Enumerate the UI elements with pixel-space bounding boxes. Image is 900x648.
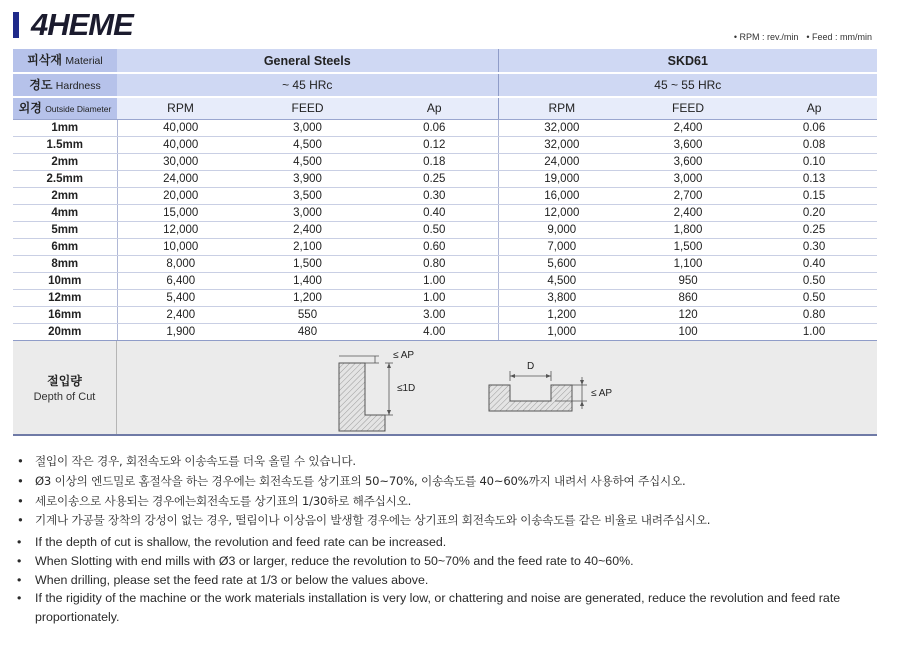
value-cell: 0.08 (751, 136, 877, 153)
value-cell: 1.00 (371, 272, 498, 289)
notes-korean (17, 452, 710, 531)
column-header-row (13, 97, 877, 119)
value-cell: 4,500 (244, 153, 371, 170)
value-cell: 3,500 (244, 187, 371, 204)
fig2-d-label: D (527, 361, 535, 372)
value-cell: 1,100 (625, 255, 751, 272)
value-cell: 1,200 (244, 289, 371, 306)
column-header: Ap (751, 97, 877, 119)
value-cell: 0.40 (371, 204, 498, 221)
value-cell: 2,400 (625, 204, 751, 221)
value-cell: 0.50 (751, 272, 877, 289)
depth-of-cut-diagram (117, 341, 877, 436)
page-header (13, 9, 133, 41)
depth-of-cut-label-en: Depth of Cut (33, 391, 96, 403)
side-milling-figure (339, 350, 415, 431)
table-row (13, 289, 877, 306)
value-cell: 3,000 (244, 204, 371, 221)
value-cell: 0.30 (371, 187, 498, 204)
fig1-d-label: ≤1D (397, 383, 416, 394)
value-cell: 15,000 (117, 204, 244, 221)
column-header: RPM (498, 97, 625, 119)
table-row (13, 153, 877, 170)
value-cell: 16,000 (498, 187, 625, 204)
diameter-cell: 16mm (13, 306, 117, 323)
value-cell: 480 (244, 323, 371, 340)
note-en: • If the rigidity of the machine or the work materials installation is very low, or chattering and noise are generated, reduce the revolution and feed rate proportionately. (17, 589, 867, 627)
value-cell: 12,000 (498, 204, 625, 221)
diameter-cell: 2mm (13, 187, 117, 204)
note-kr: • Ø3 이상의 엔드밀로 홈절삭을 하는 경우에는 회전속도를 상기표의 50~70%, 이송속도를 40~60%까지 내려서 사용하여 주십시오. (17, 472, 710, 492)
value-cell: 550 (244, 306, 371, 323)
page-title: 4HEME (31, 7, 133, 42)
diameter-cell: 20mm (13, 323, 117, 340)
value-cell: 0.06 (751, 119, 877, 136)
value-cell: 30,000 (117, 153, 244, 170)
value-cell: 0.20 (751, 204, 877, 221)
value-cell: 4,500 (498, 272, 625, 289)
material-label: 피삭재 Material (13, 49, 117, 73)
value-cell: 32,000 (498, 119, 625, 136)
value-cell: 1,900 (117, 323, 244, 340)
value-cell: 0.13 (751, 170, 877, 187)
diameter-cell: 4mm (13, 204, 117, 221)
value-cell: 0.06 (371, 119, 498, 136)
diameter-cell: 2.5mm (13, 170, 117, 187)
value-cell: 0.40 (751, 255, 877, 272)
diameter-cell: 6mm (13, 238, 117, 255)
note-kr: • 기계나 가공물 장착의 강성이 없는 경우, 떨림이나 이상음이 발생할 경우에는 상기표의 회전속도와 이송속도를 같은 비율로 내려주십시오. (17, 511, 710, 531)
slotting-figure (489, 361, 612, 411)
value-cell: 3.00 (371, 306, 498, 323)
value-cell: 1,800 (625, 221, 751, 238)
value-cell: 3,600 (625, 153, 751, 170)
depth-of-cut-panel (13, 340, 877, 436)
diameter-label: 외경 Outside Diameter (13, 97, 117, 119)
units-legend (734, 32, 872, 42)
value-cell: 860 (625, 289, 751, 306)
table-row (13, 323, 877, 340)
value-cell: 3,000 (625, 170, 751, 187)
unit-rpm: • RPM : rev./min (734, 32, 799, 42)
cutting-conditions-table (13, 49, 877, 341)
value-cell: 100 (625, 323, 751, 340)
diameter-cell: 2mm (13, 153, 117, 170)
column-header: FEED (244, 97, 371, 119)
value-cell: 4,500 (244, 136, 371, 153)
value-cell: 6,400 (117, 272, 244, 289)
value-cell: 2,400 (117, 306, 244, 323)
table-row (13, 306, 877, 323)
value-cell: 24,000 (498, 153, 625, 170)
workpiece-side (339, 363, 385, 431)
value-cell: 0.30 (751, 238, 877, 255)
table-row (13, 221, 877, 238)
diameter-cell: 5mm (13, 221, 117, 238)
diameter-cell: 12mm (13, 289, 117, 306)
value-cell: 9,000 (498, 221, 625, 238)
depth-of-cut-label (13, 341, 117, 434)
diameter-cell: 1.5mm (13, 136, 117, 153)
diameter-cell: 1mm (13, 119, 117, 136)
note-en: • When drilling, please set the feed rate at 1/3 or below the values above. (17, 571, 867, 590)
value-cell: 12,000 (117, 221, 244, 238)
value-cell: 1,500 (625, 238, 751, 255)
value-cell: 4.00 (371, 323, 498, 340)
value-cell: 32,000 (498, 136, 625, 153)
group-name: General Steels (117, 49, 498, 73)
value-cell: 1,500 (244, 255, 371, 272)
workpiece-slot (489, 385, 572, 411)
value-cell: 3,600 (625, 136, 751, 153)
diameter-cell: 8mm (13, 255, 117, 272)
value-cell: 2,400 (244, 221, 371, 238)
fig2-ap-label: ≤ AP (591, 388, 613, 399)
diameter-cell: 10mm (13, 272, 117, 289)
value-cell: 0.18 (371, 153, 498, 170)
value-cell: 0.25 (371, 170, 498, 187)
value-cell: 0.80 (751, 306, 877, 323)
value-cell: 3,900 (244, 170, 371, 187)
material-row (13, 49, 877, 73)
value-cell: 0.60 (371, 238, 498, 255)
notes-english (17, 533, 867, 627)
value-cell: 8,000 (117, 255, 244, 272)
value-cell: 0.10 (751, 153, 877, 170)
table-row (13, 238, 877, 255)
table-row (13, 187, 877, 204)
column-header: Ap (371, 97, 498, 119)
table-row (13, 136, 877, 153)
value-cell: 3,800 (498, 289, 625, 306)
hardness-row (13, 73, 877, 97)
unit-feed: • Feed : mm/min (806, 32, 872, 42)
value-cell: 1,200 (498, 306, 625, 323)
column-header: RPM (117, 97, 244, 119)
fig1-ap-label: ≤ AP (393, 350, 415, 361)
value-cell: 7,000 (498, 238, 625, 255)
value-cell: 40,000 (117, 136, 244, 153)
table-row (13, 272, 877, 289)
value-cell: 20,000 (117, 187, 244, 204)
value-cell: 1.00 (371, 289, 498, 306)
table-row (13, 204, 877, 221)
group-hardness: ~ 45 HRc (117, 73, 498, 97)
value-cell: 2,400 (625, 119, 751, 136)
value-cell: 1,000 (498, 323, 625, 340)
group-hardness: 45 ~ 55 HRc (498, 73, 877, 97)
hardness-label: 경도 Hardness (13, 73, 117, 97)
value-cell: 1.00 (751, 323, 877, 340)
value-cell: 0.25 (751, 221, 877, 238)
depth-of-cut-figures (117, 341, 877, 434)
note-en: • If the depth of cut is shallow, the revolution and feed rate can be increased. (17, 533, 867, 552)
value-cell: 10,000 (117, 238, 244, 255)
depth-of-cut-label-kr: 절입량 (47, 374, 82, 388)
value-cell: 0.50 (371, 221, 498, 238)
value-cell: 5,600 (498, 255, 625, 272)
group-name: SKD61 (498, 49, 877, 73)
note-kr: • 절입이 작은 경우, 회전속도와 이송속도를 더욱 올릴 수 있습니다. (17, 452, 710, 472)
value-cell: 5,400 (117, 289, 244, 306)
value-cell: 0.12 (371, 136, 498, 153)
value-cell: 0.80 (371, 255, 498, 272)
value-cell: 2,100 (244, 238, 371, 255)
table-row (13, 119, 877, 136)
note-en: • When Slotting with end mills with Ø3 or larger, reduce the revolution to 50~70% and the feed rate to 40~60%. (17, 552, 867, 571)
table-body (13, 119, 877, 340)
value-cell: 1,400 (244, 272, 371, 289)
value-cell: 0.15 (751, 187, 877, 204)
value-cell: 0.50 (751, 289, 877, 306)
value-cell: 2,700 (625, 187, 751, 204)
value-cell: 24,000 (117, 170, 244, 187)
table-row (13, 255, 877, 272)
column-header: FEED (625, 97, 751, 119)
title-accent-bar (13, 12, 19, 38)
value-cell: 40,000 (117, 119, 244, 136)
value-cell: 120 (625, 306, 751, 323)
value-cell: 950 (625, 272, 751, 289)
table-row (13, 170, 877, 187)
note-kr: • 세로이송으로 사용되는 경우에는회전속도를 상기표의 1/30하로 해주십시오. (17, 492, 710, 512)
value-cell: 19,000 (498, 170, 625, 187)
value-cell: 3,000 (244, 119, 371, 136)
